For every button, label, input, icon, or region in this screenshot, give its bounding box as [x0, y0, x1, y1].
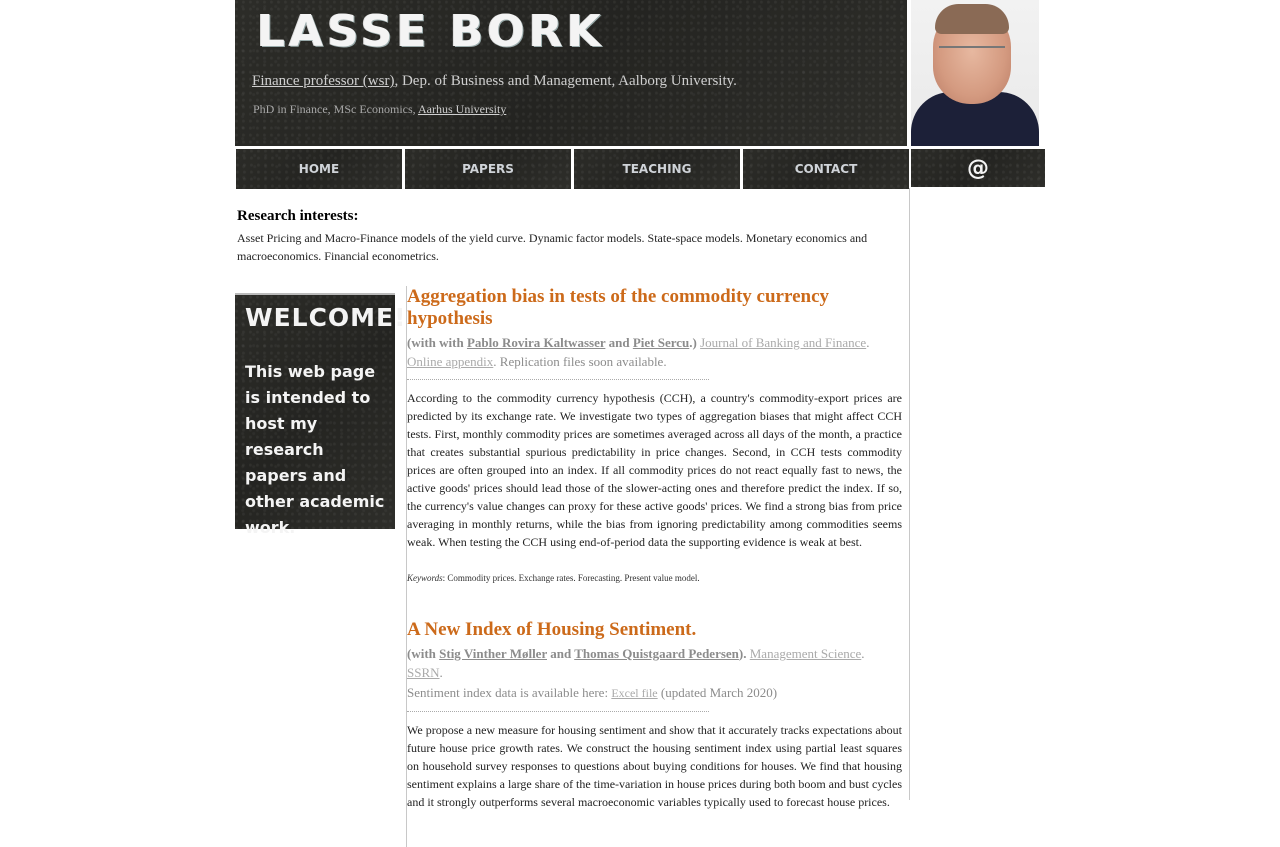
keywords-label: Keywords — [407, 573, 443, 583]
journal-link[interactable]: Journal of Banking and Finance — [700, 335, 867, 350]
with-suffix: .) — [689, 335, 697, 350]
excel-file-link[interactable]: Excel file — [611, 686, 658, 700]
aarhus-university-link[interactable]: Aarhus University — [418, 102, 507, 116]
paper-authors-line: (with Stig Vinther Møller and Thomas Quistgaard Pedersen). Management Science. — [407, 646, 865, 661]
ssrn-link[interactable]: SSRN — [407, 665, 440, 680]
online-appendix-link[interactable]: Online appendix — [407, 354, 494, 369]
data-availability-line — [407, 683, 902, 703]
coauthor-link[interactable]: Pablo Rovira Kaltwasser — [466, 335, 606, 350]
education-line — [253, 102, 506, 117]
paper-authors-line: (with with Pablo Rovira Kaltwasser and Piet Sercu.) Journal of Banking and Finance. — [407, 335, 870, 350]
header-banner — [235, 0, 907, 146]
coauthor-link[interactable]: Thomas Quistgaard Pedersen — [574, 646, 739, 661]
paper-title: A New Index of Housing Sentiment. — [407, 619, 697, 640]
nav-email[interactable] — [911, 149, 1045, 187]
position-line — [252, 73, 737, 90]
period-text: . — [439, 665, 443, 680]
welcome-text: This web page is intended to host my research papers and other academic work. — [245, 362, 385, 537]
position-link[interactable]: Finance professor (wsr) — [252, 73, 395, 89]
coauthor-link[interactable]: Piet Sercu — [632, 335, 690, 350]
research-text: Asset Pricing and Macro-Finance models of the yield curve. Dynamic factor models. State-space models. Monetary economics and macroeconomics. Financial econometrics. — [237, 231, 868, 263]
paper-abstract: According to the commodity currency hypothesis (CCH), a country's commodity-export prices are predicted by its exchange rate. We investigate two types of aggregation biases that might affect CCH tests. First, monthly commodity prices are sometimes averaged across all days of the month, a practice that creates substantial spurious predictability in price changes. Second, in CCH tests commodity prices are often grouped into an index. If all commodity prices do not react equally fast to news, the active goods' prices should lead those of the slower-acting ones and therefore predict the index. If so, the currency's value changes can proxy for these active goods' prices. We find a strong bias from price averaging in monthly returns, while the bias from ignoring predictability among commodities seems weak. When testing the CCH using end-of-period data the supporting evidence is weak at best. — [407, 391, 902, 549]
with-text: (with with — [407, 335, 467, 350]
nav-papers[interactable]: PAPERS — [405, 149, 571, 189]
paper-keywords — [407, 573, 902, 583]
journal-link[interactable]: Management Science — [749, 646, 862, 661]
and-text: and — [605, 335, 633, 350]
and-text: and — [547, 646, 575, 661]
update-note: (updated March 2020) — [657, 685, 778, 700]
column-divider — [909, 188, 910, 800]
research-interests — [237, 208, 887, 265]
nav-teaching[interactable]: TEACHING — [574, 149, 740, 189]
paper-item — [407, 286, 902, 583]
replication-note: . Replication files soon available. — [493, 354, 667, 369]
paper-links-line — [407, 663, 902, 682]
paper-item — [407, 619, 902, 811]
nav-home[interactable]: HOME — [236, 149, 402, 189]
papers-list — [406, 286, 902, 847]
nav-contact[interactable]: CONTACT — [743, 149, 909, 189]
paper-abstract: We propose a new measure for housing sentiment and show that it accurately tracks expectations about future house price growth rates. We construct the housing sentiment index using partial least squares on household survey responses to questions about buying conditions for houses. We find that housing sentiment explains a large share of the time-variation in house prices during both boom and bust cycles and it strongly outperforms several macroeconomic variables typically used to forecast house prices. — [407, 723, 902, 809]
research-heading: Research interests: — [237, 208, 359, 224]
site-title: LASSE BORK — [257, 6, 605, 57]
paper-title: Aggregation bias in tests of the commodity currency hypothesis — [407, 286, 829, 329]
coauthor-link[interactable]: Stig Vinther Møller — [439, 646, 547, 661]
welcome-panel — [235, 293, 407, 537]
dotted-separator — [407, 711, 709, 712]
with-suffix: ). — [738, 646, 747, 661]
education-text: PhD in Finance, MSc Economics, — [253, 102, 418, 116]
welcome-title: WELCOME! — [245, 303, 407, 332]
at-sign-icon: @ — [967, 155, 989, 181]
keywords-text: : Commodity prices. Exchange rates. Forecasting. Present value model. — [442, 573, 700, 583]
profile-photo — [911, 0, 1039, 146]
dotted-separator — [407, 379, 709, 380]
position-text: , Dep. of Business and Management, Aalborg University. — [394, 73, 737, 89]
data-text: Sentiment index data is available here: — [407, 685, 612, 700]
with-text: (with — [407, 646, 440, 661]
paper-links-line — [407, 352, 902, 371]
